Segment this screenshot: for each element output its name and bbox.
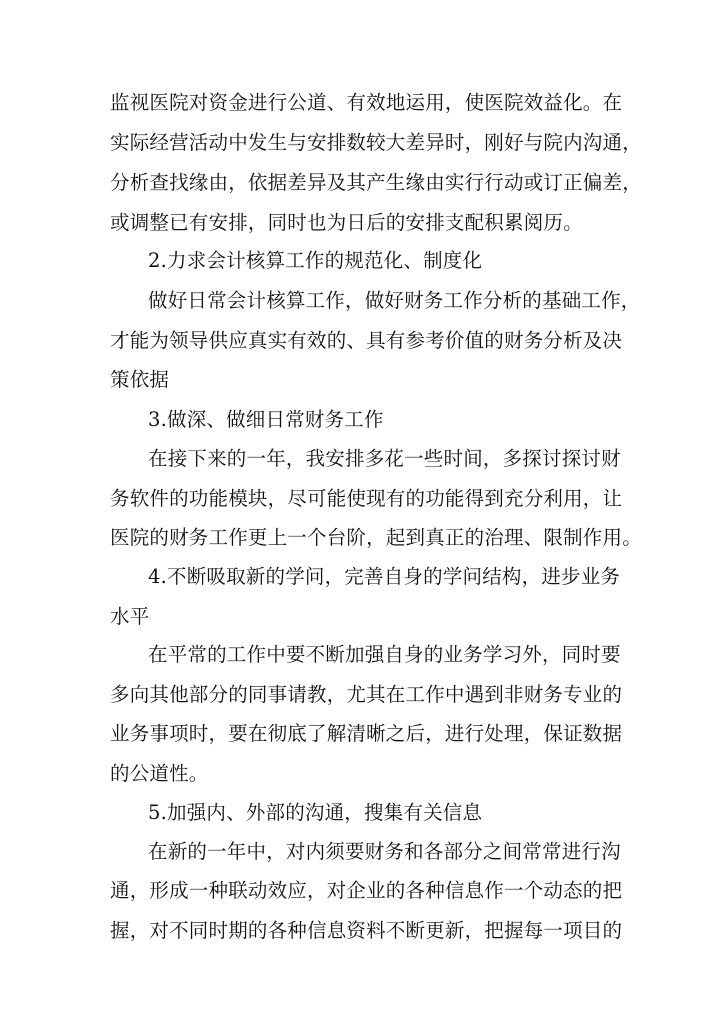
section-heading: 3.做深、做细日常财务工作 (148, 408, 384, 431)
text-line: 业务事项时，要在彻底了解清晰之后，进行处理，保证数据 (110, 722, 623, 745)
section-heading: 水平 (110, 605, 150, 628)
text-line: 握，对不同时期的各种信息资料不断更新，把握每一项目的 (110, 919, 623, 942)
text-line: 或调整已有安排，同时也为日后的安排支配积累阅历。 (110, 211, 583, 234)
text-line: 分析查找缘由，依据差异及其产生缘由实行行动或订正偏差， (110, 171, 642, 194)
text-line: 在平常的工作中要不断加强自身的业务学习外，同时要 (148, 643, 621, 666)
text-line: 在新的一年中，对内须要财务和各部分之间常常进行沟 (148, 840, 621, 863)
text-line: 在接下来的一年，我安排多花一些时间，多探讨探讨财 (148, 447, 621, 470)
text-line: 医院的财务工作更上一个台阶，起到真正的治理、限制作用。 (110, 526, 642, 549)
text-line: 实际经营活动中发生与安排数较大差异时，刚好与院内沟通， (110, 131, 642, 154)
text-line: 才能为领导供应真实有效的、具有参考价值的财务分析及决 (110, 329, 623, 352)
section-heading: 5.加强内、外部的沟通，搜集有关信息 (148, 801, 483, 824)
text-line: 通，形成一种联动效应，对企业的各种信息作一个动态的把 (110, 879, 623, 902)
text-line: 策依据 (110, 368, 170, 391)
text-line: 务软件的功能模块，尽可能使现有的功能得到充分利用，让 (110, 487, 623, 510)
text-line: 做好日常会计核算工作，做好财务工作分析的基础工作， (148, 289, 641, 312)
section-heading: 4.不断吸取新的学问，完善自身的学问结构，进步业务 (148, 565, 621, 588)
section-heading: 2.力求会计核算工作的规范化、制度化 (148, 249, 483, 272)
text-line: 多向其他部分的同事请教，尤其在工作中遇到非财务专业的 (110, 683, 623, 706)
text-line: 监视医院对资金进行公道、有效地运用，使医院效益化。在 (110, 91, 623, 114)
text-line: 的公道性。 (110, 762, 209, 785)
